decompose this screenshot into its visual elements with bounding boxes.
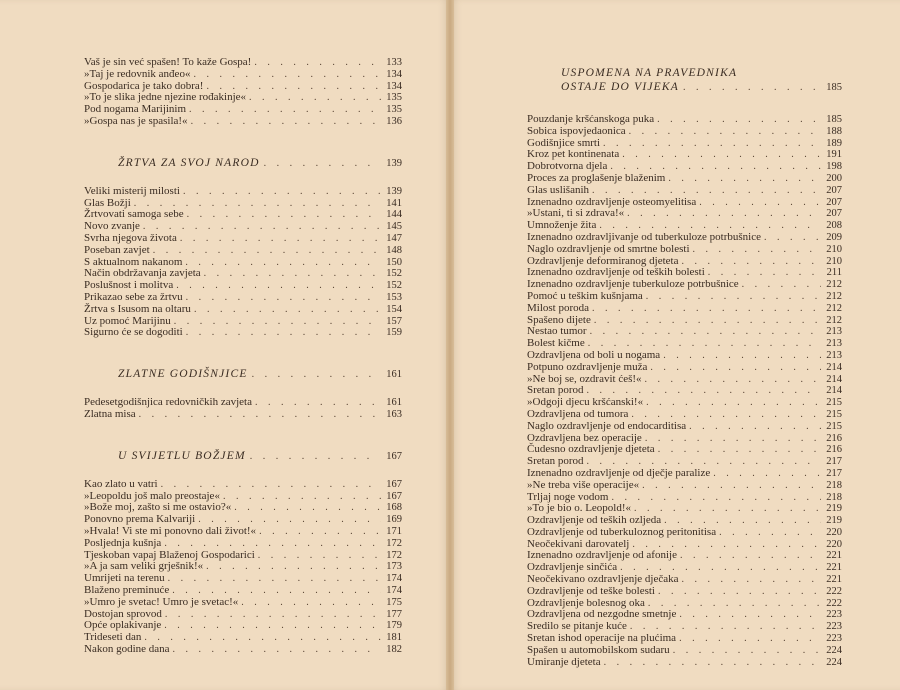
entry-page-number: 212	[826, 290, 842, 302]
dot-leader	[174, 316, 381, 328]
entry-page-number: 210	[826, 255, 842, 267]
section-heading-page-number: 167	[386, 450, 402, 462]
entry-title: Nestao tumor	[527, 325, 587, 338]
entry-title: Proces za proglašenje blaženim	[527, 171, 666, 184]
entry-page-number: 213	[826, 349, 842, 361]
entry-page-number: 135	[386, 92, 402, 104]
entry-page-number: 221	[826, 550, 842, 562]
entry-title: Opće oplakivanje	[84, 619, 162, 632]
dot-leader	[668, 173, 821, 185]
dot-leader	[764, 232, 821, 244]
entry-title: Trljaj noge vodom	[527, 490, 609, 503]
section-heading	[84, 367, 402, 381]
entry-title: Ozdravljenje od teške bolesti	[527, 584, 655, 597]
entry-page-number: 208	[826, 220, 842, 232]
entry-page-number: 167	[386, 478, 402, 490]
entry-page-number: 191	[826, 149, 842, 161]
entry-page-number: 150	[386, 256, 402, 268]
right-heading-line1: USPOMENA NA PRAVEDNIKA	[561, 67, 738, 79]
entry-page-number: 163	[386, 408, 402, 420]
entry-page-number: 212	[826, 302, 842, 314]
toc-entry	[84, 186, 402, 198]
entry-page-number: 223	[826, 633, 842, 645]
entry-title: »To je slika jedne njezine rođakinje«	[84, 91, 247, 104]
entry-title: Trideseti dan	[84, 631, 142, 644]
dot-leader	[658, 586, 821, 598]
entry-page-number: 174	[386, 584, 402, 596]
dot-leader	[255, 397, 381, 409]
entry-page-number: 219	[826, 515, 842, 527]
dot-leader	[187, 209, 381, 221]
entry-page-number: 217	[826, 467, 842, 479]
entry-page-number: 223	[826, 621, 842, 633]
entry-page-number: 211	[826, 267, 842, 279]
entry-title: Posljednja kušnja	[84, 536, 162, 549]
entry-page-number: 169	[386, 514, 402, 526]
dot-leader	[681, 574, 821, 586]
entry-title: Blaženo preminuće	[84, 583, 170, 596]
entry-page-number: 175	[386, 596, 402, 608]
entry-page-number: 220	[826, 526, 842, 538]
dot-leader	[241, 597, 381, 609]
dot-leader	[603, 138, 821, 150]
entry-page-number: 173	[386, 561, 402, 573]
section-heading-title: U SVIJETLU BOŽJEM	[118, 449, 246, 462]
entry-page-number: 207	[826, 184, 842, 196]
entry-title: Pomoć u teškim kušnjama	[527, 289, 643, 302]
toc-entry	[527, 645, 842, 657]
entry-page-number: 207	[826, 208, 842, 220]
entry-title: Naglo ozdravljenje od endocarditisa	[527, 419, 687, 432]
entry-title: Kroz pet kontinenata	[527, 148, 620, 161]
entry-page-number: 212	[826, 279, 842, 291]
toc-entry	[84, 409, 402, 421]
heading-title: OSTAJE DO VIJEKA	[561, 81, 679, 93]
entry-page-number: 224	[826, 644, 842, 656]
section-heading-title: ZLATNE GODIŠNJICE	[118, 368, 248, 381]
left-sections	[84, 128, 402, 656]
entry-title: Godišnjice smrti	[527, 136, 601, 149]
entry-page-number: 145	[386, 221, 402, 233]
entry-page-number: 214	[826, 361, 842, 373]
toc-entry	[527, 527, 842, 539]
entry-title: Milost poroda	[527, 301, 590, 314]
dot-leader	[165, 609, 381, 621]
right-toc-column	[527, 66, 842, 668]
heading-page-number: 185	[826, 82, 842, 93]
dot-leader	[683, 81, 820, 95]
toc-entry	[527, 126, 842, 138]
toc-entry	[84, 479, 402, 491]
entry-title: »Gospa nas je spasila!«	[84, 114, 188, 127]
entry-page-number: 212	[826, 314, 842, 326]
entry-title: »Bože moj, zašto si me ostavio?«	[84, 501, 232, 514]
entry-title: Pouzdanje kršćanskoga puka	[527, 113, 655, 125]
entry-page-number: 139	[386, 185, 402, 197]
dot-leader	[173, 644, 381, 656]
entry-title: Poslušnost i molitva	[84, 279, 174, 292]
entry-title: Ozdravljenje bolesnog oka	[527, 596, 645, 609]
toc-entry	[527, 657, 842, 669]
entry-title: Dostojan sprovod	[84, 607, 162, 620]
entry-page-number: 213	[826, 338, 842, 350]
dot-leader	[679, 609, 821, 621]
dot-leader	[223, 491, 381, 503]
entry-title: Ozdravljena od tumora	[527, 407, 629, 420]
entry-page-number: 214	[826, 385, 842, 397]
entry-page-number: 153	[386, 291, 402, 303]
dot-leader	[206, 561, 381, 573]
dot-leader	[164, 620, 381, 632]
entry-page-number: 134	[386, 80, 402, 92]
toc-entry	[84, 304, 402, 316]
entry-page-number: 159	[386, 327, 402, 339]
entry-page-number: 222	[826, 597, 842, 609]
entry-page-number: 210	[826, 243, 842, 255]
entry-title: Ozdravljena bez operacije	[527, 431, 642, 444]
entry-title: Iznenadno ozdravljenje od dječje paralize	[527, 466, 711, 479]
entry-page-number: 219	[826, 503, 842, 515]
toc-entry	[84, 585, 402, 597]
entry-page-number: 189	[826, 137, 842, 149]
toc-entry	[84, 538, 402, 550]
left-top-entries	[84, 57, 402, 128]
dot-leader	[604, 657, 821, 669]
dot-leader	[594, 315, 821, 327]
entry-title: S aktualnom nakanom	[84, 255, 183, 268]
dot-leader	[699, 197, 821, 209]
entry-title: Uz pomoć Marijinu	[84, 314, 171, 327]
dot-leader	[204, 268, 381, 280]
toc-entry	[527, 421, 842, 433]
entry-title: Pedesetgodišnjica redovničkih zavjeta	[84, 396, 252, 409]
entry-title: Umiranje djeteta	[527, 655, 601, 668]
entry-page-number: 224	[826, 656, 842, 668]
entry-title: »Odgoji djecu kršćanski!«	[527, 396, 644, 409]
dot-leader	[693, 244, 821, 256]
entry-page-number: 217	[826, 456, 842, 468]
entry-title: Novo zvanje	[84, 220, 140, 233]
toc-entry	[527, 480, 842, 492]
dot-leader	[168, 573, 381, 585]
toc-entry	[527, 586, 842, 598]
entry-title: Sobica ispovjedaonica	[527, 124, 626, 137]
entry-page-number: 148	[386, 244, 402, 256]
entry-title: Umrijeti na terenu	[84, 572, 165, 585]
dot-leader	[679, 633, 821, 645]
entry-page-number: 179	[386, 620, 402, 632]
dot-leader	[646, 291, 821, 303]
entry-page-number: 181	[386, 632, 402, 644]
entry-title: Gospodarica je tako dobra!	[84, 79, 204, 92]
entry-page-number: 133	[386, 57, 402, 68]
dot-leader	[742, 279, 821, 291]
toc-entry	[527, 350, 842, 362]
dot-leader	[719, 527, 821, 539]
section-heading	[84, 449, 402, 463]
entry-title: »A ja sam veliki grješnik!«	[84, 560, 204, 573]
entry-title: Ponovno prema Kalvariji	[84, 513, 196, 526]
right-heading-line2	[527, 80, 842, 94]
entry-page-number: 185	[826, 114, 842, 125]
dot-leader	[650, 362, 821, 374]
toc-entry	[84, 597, 402, 609]
entry-title: »To je bio o. Leopold!«	[527, 502, 632, 515]
section-heading	[84, 156, 402, 170]
entry-title: Pod nogama Marijinim	[84, 103, 187, 116]
entry-title: Spašen u automobilskom sudaru	[527, 643, 670, 656]
entry-page-number: 209	[826, 231, 842, 243]
toc-entry	[527, 291, 842, 303]
entry-title: »Ne boj se, ozdravit ćeš!«	[527, 372, 642, 385]
entry-page-number: 223	[826, 609, 842, 621]
entry-page-number: 188	[826, 125, 842, 137]
entry-title: Veliki misterij milosti	[84, 184, 180, 197]
entry-page-number: 215	[826, 397, 842, 409]
entry-page-number: 141	[386, 197, 402, 209]
dot-leader	[658, 444, 821, 456]
toc-entry	[84, 116, 402, 128]
entry-page-number: 182	[386, 643, 402, 655]
entry-title: Kao zlato u vatri	[84, 477, 158, 490]
entry-title: Tjeskoban vapaj Blaženoj Gospodarici	[84, 548, 255, 561]
dot-leader	[264, 157, 380, 171]
toc-entry	[527, 173, 842, 185]
entry-page-number: 215	[826, 420, 842, 432]
dot-leader	[592, 185, 821, 197]
dot-leader	[161, 479, 381, 491]
toc-entry	[527, 468, 842, 480]
entry-title: »Leopoldu još malo preostaje«	[84, 489, 220, 502]
entry-title: »Taj je redovnik anđeo«	[84, 67, 191, 80]
entry-page-number: 218	[826, 479, 842, 491]
entry-title: Prikazao sebe za žrtvu	[84, 290, 183, 303]
dot-leader	[592, 303, 821, 315]
entry-page-number: 221	[826, 574, 842, 586]
entry-title: Sredilo se pitanje kuće	[527, 620, 627, 633]
entry-title: Ozdravljena od boli u nogama	[527, 348, 661, 361]
entry-title: Iznenadno ozdravljenje osteomyelitisa	[527, 195, 697, 208]
entry-page-number: 172	[386, 537, 402, 549]
dot-leader	[164, 538, 381, 550]
entry-page-number: 144	[386, 209, 402, 221]
section-heading-title: ŽRTVA ZA SVOJ NAROD	[118, 156, 260, 169]
dot-leader	[689, 421, 821, 433]
section-heading-page-number: 139	[386, 157, 402, 169]
dot-leader	[185, 257, 381, 269]
dot-leader	[259, 526, 381, 538]
dot-leader	[191, 116, 381, 128]
entry-title: Dobrotvorna djela	[527, 160, 608, 173]
dot-leader	[673, 645, 821, 657]
dot-leader	[153, 245, 381, 257]
entry-page-number: 154	[386, 303, 402, 315]
entry-title: Svrha njegova života	[84, 231, 177, 244]
entry-title: Umnoženje žita	[527, 219, 597, 232]
dot-leader	[180, 233, 381, 245]
dot-leader	[680, 550, 821, 562]
right-entries	[527, 114, 842, 668]
entry-page-number: 207	[826, 196, 842, 208]
entry-title: Ozdravljenje od tuberkuloznog peritonitisa	[527, 525, 717, 538]
entry-page-number: 216	[826, 444, 842, 456]
entry-page-number: 171	[386, 525, 402, 537]
dot-leader	[646, 397, 821, 409]
dot-leader	[631, 409, 821, 421]
entry-page-number: 134	[386, 68, 402, 80]
entry-page-number: 222	[826, 585, 842, 597]
entry-title: Neočekivano ozdravljenje dječaka	[527, 573, 679, 586]
entry-page-number: 216	[826, 432, 842, 444]
dot-leader	[234, 502, 381, 514]
dot-leader	[629, 126, 821, 138]
toc-entry	[84, 69, 402, 81]
dot-leader	[634, 503, 821, 515]
entry-title: Poseban zavjet	[84, 243, 150, 256]
entry-title: Žrtvovati samoga sebe	[84, 208, 184, 221]
entry-page-number: 221	[826, 562, 842, 574]
entry-title: Iznenadno ozdravljenje tuberkuloze potrbušnice	[527, 278, 739, 291]
section-heading-page-number: 161	[386, 369, 402, 381]
entry-title: Ozdravljena od nezgodne smetnje	[527, 608, 677, 621]
entry-page-number: 168	[386, 502, 402, 514]
entry-title: Glas uslišanih	[527, 183, 590, 196]
dot-leader	[143, 221, 381, 233]
dot-leader	[144, 632, 381, 644]
dot-leader	[193, 69, 381, 81]
dot-leader	[252, 368, 380, 382]
entry-page-number: 177	[386, 608, 402, 620]
entry-title: Sigurno će se dogoditi	[84, 326, 183, 339]
entry-title: Sretan porod	[527, 384, 584, 397]
dot-leader	[183, 186, 381, 198]
dot-leader	[194, 304, 381, 316]
dot-leader	[176, 280, 381, 292]
entry-title: Iznenadno ozdravljenje od teških bolesti	[527, 266, 705, 279]
entry-title: Potpuno ozdravljenje muža	[527, 360, 648, 373]
entry-title: Nakon godine dana	[84, 642, 170, 655]
entry-title: »Ne treba više operacije«	[527, 478, 640, 491]
toc-entry	[527, 185, 842, 197]
entry-title: Žrtva s Isusom na oltaru	[84, 302, 191, 315]
toc-entry	[84, 245, 402, 257]
dot-leader	[645, 374, 821, 386]
entry-title: »Umro je svetac! Umro je svetac!«	[84, 595, 239, 608]
toc-entry	[527, 232, 842, 244]
entry-title: Čudesno ozdravljenje djeteta	[527, 443, 655, 456]
dot-leader	[642, 480, 821, 492]
toc-entry	[527, 244, 842, 256]
entry-page-number: 200	[826, 172, 842, 184]
toc-entry	[84, 327, 402, 339]
entry-page-number: 147	[386, 232, 402, 244]
dot-leader	[645, 433, 821, 445]
entry-title: Ozdravljenje od teških ozljeda	[527, 514, 662, 527]
entry-title: Spašeno dijete	[527, 313, 591, 326]
toc-entry	[527, 303, 842, 315]
entry-title: Sretan porod	[527, 455, 584, 468]
entry-title: Iznenadno ozdravljivanje od tuberkuloze potrbušnice	[527, 230, 761, 243]
toc-entry	[84, 292, 402, 304]
dot-leader	[254, 57, 381, 69]
entry-page-number: 157	[386, 315, 402, 327]
entry-page-number: 161	[386, 397, 402, 409]
dot-leader	[657, 114, 821, 126]
left-toc-column	[84, 57, 402, 656]
dot-leader	[258, 550, 381, 562]
toc-entry	[84, 644, 402, 656]
entry-page-number: 152	[386, 268, 402, 280]
entry-title: »Hvala! Vi ste mi ponovno dali život!«	[84, 524, 257, 537]
entry-page-number: 172	[386, 549, 402, 561]
entry-page-number: 213	[826, 326, 842, 338]
toc-entry	[527, 362, 842, 374]
toc-entry	[84, 233, 402, 245]
entry-title: »Ustani, ti si zdrava!«	[527, 207, 625, 220]
entry-page-number: 135	[386, 104, 402, 116]
entry-page-number: 174	[386, 573, 402, 585]
entry-page-number: 136	[386, 115, 402, 127]
entry-page-number: 214	[826, 373, 842, 385]
dot-leader	[627, 208, 821, 220]
entry-title: Bolest kičme	[527, 337, 585, 350]
entry-title: Vaš je sin već spašen! To kaže Gospa!	[84, 56, 252, 68]
dot-leader	[612, 492, 822, 504]
entry-title: Iznenadno ozdravljenje od afonije	[527, 549, 677, 562]
dot-leader	[139, 409, 381, 421]
dot-leader	[663, 350, 821, 362]
entry-page-number: 198	[826, 161, 842, 173]
entry-title: Neočekivani darovatelj	[527, 537, 630, 550]
entry-page-number: 218	[826, 491, 842, 503]
dot-leader	[172, 585, 381, 597]
entry-page-number: 152	[386, 280, 402, 292]
entry-page-number: 167	[386, 490, 402, 502]
toc-entry	[84, 526, 402, 538]
entry-page-number: 220	[826, 538, 842, 550]
dot-leader	[622, 149, 821, 161]
entry-title: Sretan ishod operacije na plućima	[527, 632, 677, 645]
entry-title: Zlatna misa	[84, 407, 136, 420]
dot-leader	[250, 450, 380, 464]
toc-entry	[527, 409, 842, 421]
entry-title: Način obdržavanja zavjeta	[84, 267, 201, 280]
dot-leader	[186, 327, 381, 339]
book-gutter	[446, 0, 454, 690]
dot-leader	[249, 92, 381, 104]
dot-leader	[189, 104, 381, 116]
dot-leader	[590, 326, 821, 338]
entry-title: Ozdravljenje sinčića	[527, 561, 618, 574]
dot-leader	[186, 292, 381, 304]
entry-title: Ozdravljenje deformiranog djeteta	[527, 254, 679, 267]
entry-title: Naglo ozdravljenje od smrtne bolesti	[527, 242, 690, 255]
entry-page-number: 215	[826, 408, 842, 420]
entry-title: Glas Božji	[84, 196, 131, 209]
dot-leader	[713, 468, 821, 480]
